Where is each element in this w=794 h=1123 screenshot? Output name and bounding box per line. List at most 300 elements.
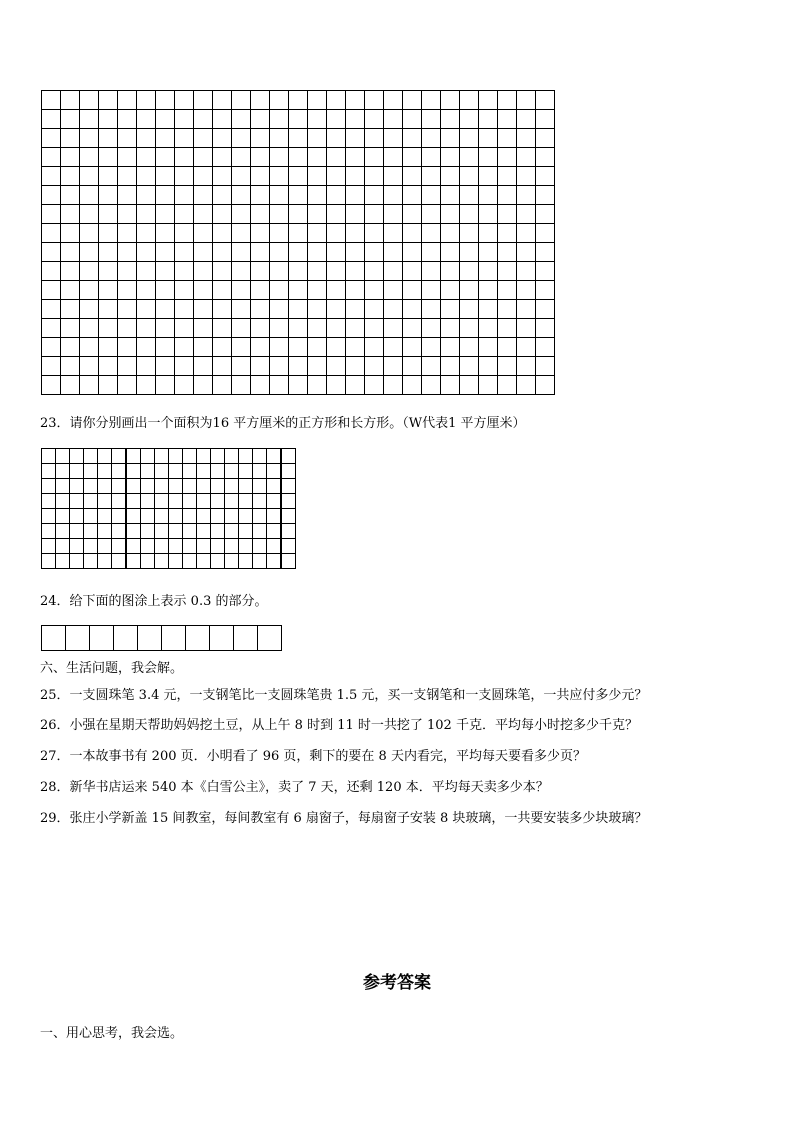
grid-cell[interactable] <box>327 281 346 300</box>
grid-cell[interactable] <box>80 319 99 338</box>
grid-cell[interactable] <box>270 129 289 148</box>
grid-cell[interactable] <box>42 494 56 509</box>
grid-cell[interactable] <box>197 524 211 539</box>
grid-cell[interactable] <box>239 524 253 539</box>
grid-cell[interactable] <box>289 243 308 262</box>
grid-cell[interactable] <box>232 319 251 338</box>
grid-cell[interactable] <box>98 509 112 524</box>
grid-cell[interactable] <box>365 338 384 357</box>
grid-cell[interactable] <box>479 357 498 376</box>
grid-cell[interactable] <box>498 205 517 224</box>
grid-cell[interactable] <box>42 148 61 167</box>
grid-cell[interactable] <box>156 376 175 395</box>
grid-cell[interactable] <box>270 186 289 205</box>
grid-cell[interactable] <box>42 110 61 129</box>
grid-cell[interactable] <box>169 449 183 464</box>
grid-cell[interactable] <box>403 357 422 376</box>
grid-cell[interactable] <box>80 281 99 300</box>
grid-cell[interactable] <box>156 167 175 186</box>
grid-cell[interactable] <box>197 539 211 554</box>
grid-cell[interactable] <box>56 449 70 464</box>
grid-cell[interactable] <box>441 319 460 338</box>
grid-cell[interactable] <box>70 539 84 554</box>
grid-cell[interactable] <box>99 300 118 319</box>
grid-cell[interactable] <box>422 167 441 186</box>
grid-cell[interactable] <box>346 186 365 205</box>
grid-cell[interactable] <box>479 243 498 262</box>
grid-cell[interactable] <box>70 509 84 524</box>
grid-cell[interactable] <box>232 91 251 110</box>
grid-cell[interactable] <box>175 319 194 338</box>
grid-cell[interactable] <box>126 554 141 569</box>
grid-cell[interactable] <box>213 129 232 148</box>
grid-cell[interactable] <box>289 319 308 338</box>
grid-cell[interactable] <box>197 449 211 464</box>
grid-cell[interactable] <box>479 300 498 319</box>
grid-cell[interactable] <box>384 262 403 281</box>
grid-cell[interactable] <box>118 205 137 224</box>
grid-cell[interactable] <box>118 91 137 110</box>
grid-cell[interactable] <box>112 509 127 524</box>
grid-cell[interactable] <box>365 205 384 224</box>
grid-cell[interactable] <box>441 338 460 357</box>
grid-cell[interactable] <box>239 464 253 479</box>
grid-cell[interactable] <box>365 357 384 376</box>
grid-cell[interactable] <box>384 167 403 186</box>
grid-cell[interactable] <box>156 148 175 167</box>
grid-cell[interactable] <box>258 626 282 651</box>
grid-cell[interactable] <box>183 464 197 479</box>
grid-cell[interactable] <box>239 449 253 464</box>
grid-cell[interactable] <box>536 205 555 224</box>
grid-cell[interactable] <box>197 554 211 569</box>
grid-cell[interactable] <box>441 167 460 186</box>
grid-cell[interactable] <box>327 357 346 376</box>
grid-cell[interactable] <box>126 479 141 494</box>
grid-cell[interactable] <box>156 338 175 357</box>
grid-cell[interactable] <box>346 205 365 224</box>
grid-cell[interactable] <box>232 262 251 281</box>
grid-cell[interactable] <box>211 539 225 554</box>
grid-cell[interactable] <box>232 205 251 224</box>
grid-cell[interactable] <box>61 262 80 281</box>
grid-cell[interactable] <box>99 91 118 110</box>
grid-cell[interactable] <box>270 357 289 376</box>
grid-cell[interactable] <box>267 464 282 479</box>
grid-cell[interactable] <box>308 129 327 148</box>
grid-cell[interactable] <box>42 186 61 205</box>
grid-cell[interactable] <box>61 110 80 129</box>
grid-cell[interactable] <box>42 224 61 243</box>
grid-cell[interactable] <box>213 224 232 243</box>
grid-cell[interactable] <box>270 262 289 281</box>
grid-cell[interactable] <box>141 494 155 509</box>
grid-cell[interactable] <box>156 129 175 148</box>
grid-cell[interactable] <box>536 243 555 262</box>
grid-cell[interactable] <box>155 479 169 494</box>
grid-cell[interactable] <box>460 110 479 129</box>
grid-cell[interactable] <box>365 129 384 148</box>
grid-cell[interactable] <box>536 129 555 148</box>
grid-cell[interactable] <box>169 554 183 569</box>
grid-cell[interactable] <box>251 186 270 205</box>
grid-cell[interactable] <box>346 243 365 262</box>
grid-cell[interactable] <box>267 554 282 569</box>
grid-cell[interactable] <box>384 243 403 262</box>
grid-cell[interactable] <box>251 167 270 186</box>
grid-cell[interactable] <box>210 626 234 651</box>
grid-cell[interactable] <box>327 376 346 395</box>
grid-cell[interactable] <box>141 509 155 524</box>
grid-cell[interactable] <box>365 186 384 205</box>
grid-cell[interactable] <box>289 357 308 376</box>
grid-cell[interactable] <box>441 376 460 395</box>
grid-cell[interactable] <box>213 91 232 110</box>
grid-cell[interactable] <box>118 376 137 395</box>
grid-cell[interactable] <box>422 186 441 205</box>
grid-cell[interactable] <box>308 338 327 357</box>
grid-cell[interactable] <box>251 300 270 319</box>
grid-cell[interactable] <box>137 205 156 224</box>
grid-cell[interactable] <box>61 376 80 395</box>
grid-cell[interactable] <box>80 357 99 376</box>
grid-cell[interactable] <box>213 205 232 224</box>
grid-cell[interactable] <box>156 110 175 129</box>
grid-cell[interactable] <box>137 319 156 338</box>
grid-cell[interactable] <box>327 91 346 110</box>
grid-cell[interactable] <box>118 319 137 338</box>
shading-bar[interactable] <box>41 625 282 651</box>
grid-cell[interactable] <box>422 300 441 319</box>
grid-cell[interactable] <box>517 376 536 395</box>
grid-cell[interactable] <box>365 91 384 110</box>
grid-cell[interactable] <box>460 300 479 319</box>
grid-cell[interactable] <box>183 554 197 569</box>
grid-cell[interactable] <box>403 129 422 148</box>
grid-cell[interactable] <box>137 357 156 376</box>
grid-cell[interactable] <box>517 186 536 205</box>
grid-cell[interactable] <box>536 376 555 395</box>
grid-cell[interactable] <box>232 376 251 395</box>
grid-cell[interactable] <box>327 224 346 243</box>
grid-cell[interactable] <box>517 110 536 129</box>
grid-cell[interactable] <box>232 243 251 262</box>
grid-cell[interactable] <box>517 167 536 186</box>
grid-cell[interactable] <box>213 281 232 300</box>
grid-cell[interactable] <box>213 167 232 186</box>
grid-cell[interactable] <box>517 91 536 110</box>
grid-cell[interactable] <box>197 464 211 479</box>
grid-cell[interactable] <box>308 300 327 319</box>
grid-cell[interactable] <box>137 300 156 319</box>
grid-cell[interactable] <box>84 479 98 494</box>
grid-cell[interactable] <box>56 494 70 509</box>
grid-cell[interactable] <box>42 319 61 338</box>
grid-cell[interactable] <box>384 148 403 167</box>
grid-cell[interactable] <box>232 338 251 357</box>
grid-cell[interactable] <box>308 224 327 243</box>
grid-cell[interactable] <box>403 91 422 110</box>
grid-cell[interactable] <box>346 224 365 243</box>
grid-cell[interactable] <box>126 509 141 524</box>
grid-cell[interactable] <box>42 449 56 464</box>
grid-cell[interactable] <box>186 626 210 651</box>
grid-cell[interactable] <box>183 539 197 554</box>
grid-cell[interactable] <box>118 338 137 357</box>
grid-cell[interactable] <box>99 148 118 167</box>
grid-cell[interactable] <box>156 319 175 338</box>
grid-cell[interactable] <box>211 554 225 569</box>
grid-cell[interactable] <box>169 479 183 494</box>
grid-cell[interactable] <box>98 479 112 494</box>
grid-cell[interactable] <box>270 205 289 224</box>
grid-cell[interactable] <box>251 224 270 243</box>
grid-cell[interactable] <box>70 449 84 464</box>
grid-cell[interactable] <box>232 110 251 129</box>
grid-cell[interactable] <box>56 509 70 524</box>
grid-cell[interactable] <box>460 376 479 395</box>
grid-cell[interactable] <box>422 376 441 395</box>
grid-cell[interactable] <box>239 539 253 554</box>
grid-cell[interactable] <box>42 524 56 539</box>
grid-cell[interactable] <box>169 464 183 479</box>
grid-cell[interactable] <box>267 449 282 464</box>
grid-cell[interactable] <box>422 148 441 167</box>
grid-cell[interactable] <box>479 338 498 357</box>
grid-cell[interactable] <box>194 148 213 167</box>
grid-cell[interactable] <box>232 281 251 300</box>
grid-cell[interactable] <box>155 494 169 509</box>
grid-cell[interactable] <box>327 129 346 148</box>
grid-cell[interactable] <box>80 110 99 129</box>
grid-cell[interactable] <box>289 300 308 319</box>
grid-cell[interactable] <box>498 262 517 281</box>
grid-cell[interactable] <box>384 205 403 224</box>
grid-cell[interactable] <box>225 554 239 569</box>
grid-cell[interactable] <box>422 129 441 148</box>
grid-cell[interactable] <box>61 224 80 243</box>
grid-cell[interactable] <box>99 186 118 205</box>
grid-cell[interactable] <box>194 205 213 224</box>
grid-cell[interactable] <box>80 129 99 148</box>
grid-cell[interactable] <box>460 167 479 186</box>
grid-cell[interactable] <box>197 494 211 509</box>
grid-cell[interactable] <box>460 205 479 224</box>
grid-cell[interactable] <box>42 205 61 224</box>
grid-cell[interactable] <box>267 539 282 554</box>
grid-cell[interactable] <box>422 357 441 376</box>
grid-cell[interactable] <box>194 129 213 148</box>
grid-cell[interactable] <box>460 243 479 262</box>
grid-cell[interactable] <box>84 554 98 569</box>
grid-cell[interactable] <box>118 281 137 300</box>
grid-cell[interactable] <box>365 224 384 243</box>
grid-cell[interactable] <box>384 357 403 376</box>
grid-cell[interactable] <box>253 524 267 539</box>
grid-cell[interactable] <box>479 91 498 110</box>
grid-cell[interactable] <box>253 479 267 494</box>
grid-cell[interactable] <box>308 357 327 376</box>
grid-cell[interactable] <box>365 243 384 262</box>
grid-cell[interactable] <box>80 376 99 395</box>
grid-cell[interactable] <box>137 338 156 357</box>
grid-cell[interactable] <box>327 319 346 338</box>
grid-cell[interactable] <box>536 110 555 129</box>
grid-cell[interactable] <box>441 91 460 110</box>
grid-cell[interactable] <box>308 186 327 205</box>
grid-cell[interactable] <box>281 479 296 494</box>
grid-cell[interactable] <box>289 148 308 167</box>
grid-cell[interactable] <box>56 539 70 554</box>
grid-cell[interactable] <box>479 129 498 148</box>
grid-cell[interactable] <box>61 167 80 186</box>
grid-cell[interactable] <box>137 167 156 186</box>
grid-cell[interactable] <box>308 148 327 167</box>
grid-cell[interactable] <box>118 186 137 205</box>
grid-cell[interactable] <box>536 186 555 205</box>
grid-cell[interactable] <box>251 205 270 224</box>
grid-cell[interactable] <box>384 281 403 300</box>
grid-cell[interactable] <box>308 281 327 300</box>
grid-cell[interactable] <box>98 554 112 569</box>
grid-cell[interactable] <box>183 524 197 539</box>
grid-cell[interactable] <box>536 167 555 186</box>
grid-cell[interactable] <box>80 243 99 262</box>
grid-cell[interactable] <box>98 449 112 464</box>
grid-cell[interactable] <box>365 319 384 338</box>
grid-cell[interactable] <box>441 110 460 129</box>
grid-cell[interactable] <box>441 224 460 243</box>
grid-cell[interactable] <box>42 167 61 186</box>
grid-cell[interactable] <box>80 262 99 281</box>
grid-cell[interactable] <box>84 539 98 554</box>
grid-cell[interactable] <box>517 357 536 376</box>
grid-cell[interactable] <box>194 281 213 300</box>
grid-cell[interactable] <box>403 110 422 129</box>
grid-cell[interactable] <box>175 224 194 243</box>
grid-cell[interactable] <box>479 319 498 338</box>
grid-cell[interactable] <box>281 554 296 569</box>
grid-cell[interactable] <box>327 243 346 262</box>
grid-cell[interactable] <box>114 626 138 651</box>
grid-cell[interactable] <box>175 300 194 319</box>
grid-cell[interactable] <box>42 357 61 376</box>
grid-cell[interactable] <box>384 129 403 148</box>
grid-cell[interactable] <box>346 110 365 129</box>
grid-cell[interactable] <box>422 91 441 110</box>
grid-cell[interactable] <box>213 376 232 395</box>
grid-cell[interactable] <box>327 300 346 319</box>
grid-cell[interactable] <box>403 376 422 395</box>
grid-cell[interactable] <box>253 464 267 479</box>
grid-cell[interactable] <box>365 110 384 129</box>
grid-cell[interactable] <box>155 464 169 479</box>
grid-cell[interactable] <box>267 524 282 539</box>
grid-cell[interactable] <box>156 91 175 110</box>
grid-cell[interactable] <box>327 110 346 129</box>
grid-cell[interactable] <box>118 110 137 129</box>
grid-cell[interactable] <box>498 357 517 376</box>
grid-cell[interactable] <box>441 262 460 281</box>
grid-cell[interactable] <box>253 509 267 524</box>
grid-cell[interactable] <box>365 167 384 186</box>
grid-cell[interactable] <box>289 129 308 148</box>
grid-cell[interactable] <box>42 262 61 281</box>
grid-cell[interactable] <box>517 338 536 357</box>
grid-cell[interactable] <box>175 338 194 357</box>
grid-cell[interactable] <box>183 449 197 464</box>
grid-cell[interactable] <box>517 319 536 338</box>
grid-cell[interactable] <box>251 243 270 262</box>
grid-cell[interactable] <box>517 148 536 167</box>
grid-cell[interactable] <box>365 300 384 319</box>
grid-cell[interactable] <box>80 300 99 319</box>
grid-cell[interactable] <box>175 243 194 262</box>
grid-cell[interactable] <box>169 524 183 539</box>
grid-cell[interactable] <box>267 509 282 524</box>
grid-cell[interactable] <box>194 186 213 205</box>
grid-cell[interactable] <box>194 243 213 262</box>
grid-cell[interactable] <box>211 509 225 524</box>
grid-cell[interactable] <box>42 300 61 319</box>
grid-cell[interactable] <box>460 91 479 110</box>
grid-cell[interactable] <box>517 224 536 243</box>
grid-cell[interactable] <box>156 186 175 205</box>
grid-cell[interactable] <box>441 129 460 148</box>
grid-cell[interactable] <box>403 205 422 224</box>
grid-cell[interactable] <box>126 494 141 509</box>
grid-cell[interactable] <box>270 91 289 110</box>
grid-cell[interactable] <box>42 376 61 395</box>
grid-cell[interactable] <box>536 281 555 300</box>
grid-cell[interactable] <box>137 91 156 110</box>
grid-cell[interactable] <box>403 281 422 300</box>
grid-cell[interactable] <box>346 376 365 395</box>
grid-cell[interactable] <box>498 338 517 357</box>
grid-cell[interactable] <box>308 319 327 338</box>
drawing-grid-large[interactable] <box>41 90 555 395</box>
grid-cell[interactable] <box>460 262 479 281</box>
grid-cell[interactable] <box>70 554 84 569</box>
grid-cell[interactable] <box>281 449 296 464</box>
grid-cell[interactable] <box>536 91 555 110</box>
grid-cell[interactable] <box>327 167 346 186</box>
grid-cell[interactable] <box>42 338 61 357</box>
grid-cell[interactable] <box>99 205 118 224</box>
grid-cell[interactable] <box>327 338 346 357</box>
grid-cell[interactable] <box>270 338 289 357</box>
grid-cell[interactable] <box>441 148 460 167</box>
grid-cell[interactable] <box>194 224 213 243</box>
grid-cell[interactable] <box>225 539 239 554</box>
grid-cell[interactable] <box>99 129 118 148</box>
grid-cell[interactable] <box>84 449 98 464</box>
grid-cell[interactable] <box>289 186 308 205</box>
grid-cell[interactable] <box>346 338 365 357</box>
grid-cell[interactable] <box>141 464 155 479</box>
grid-cell[interactable] <box>498 110 517 129</box>
grid-cell[interactable] <box>137 262 156 281</box>
grid-cell[interactable] <box>479 186 498 205</box>
grid-cell[interactable] <box>211 494 225 509</box>
grid-cell[interactable] <box>460 281 479 300</box>
grid-cell[interactable] <box>42 464 56 479</box>
grid-cell[interactable] <box>194 300 213 319</box>
grid-cell[interactable] <box>118 167 137 186</box>
grid-cell[interactable] <box>56 464 70 479</box>
grid-cell[interactable] <box>422 224 441 243</box>
grid-cell[interactable] <box>498 319 517 338</box>
